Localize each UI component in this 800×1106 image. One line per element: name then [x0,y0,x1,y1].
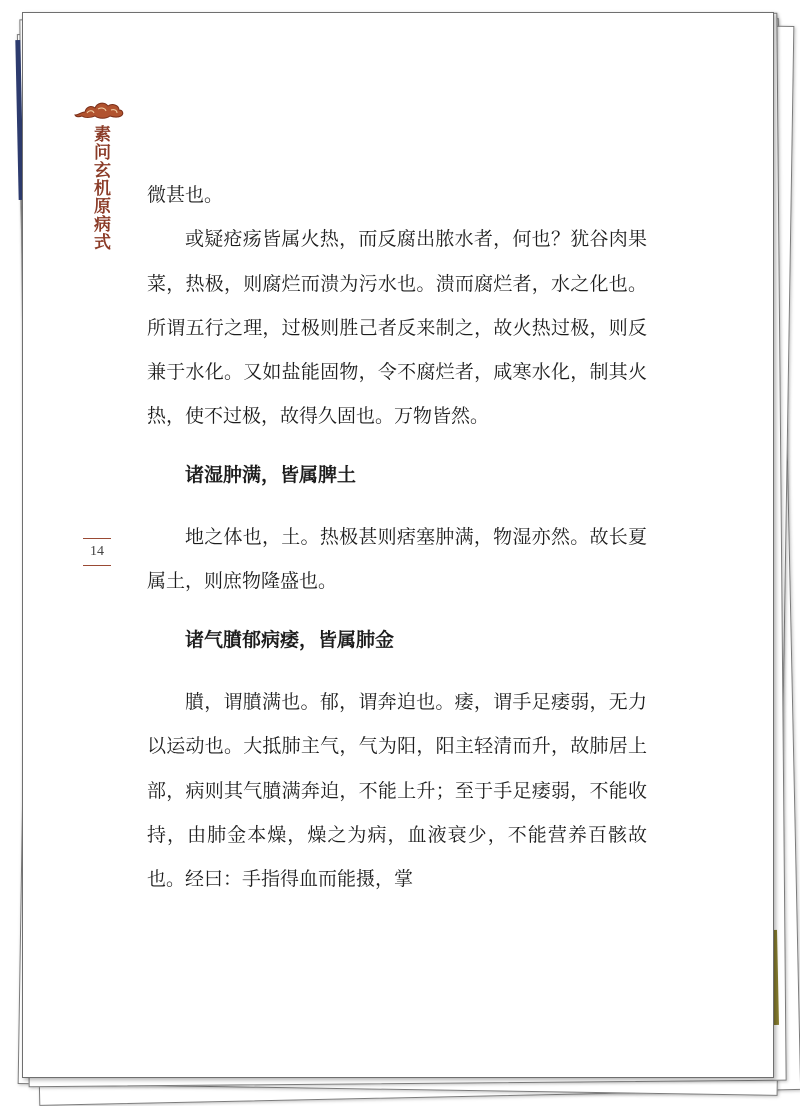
page-number-rule-bottom [83,565,111,566]
paragraph: 地之体也，土。热极甚则痞塞肿满，物湿亦然。故长夏属土，则庶物隆盛也。 [147,526,647,593]
auspicious-cloud-icon [73,97,125,121]
paragraph: 微甚也。 [147,184,224,206]
paragraph: 或疑疮疡皆属火热，而反腐出脓水者，何也？犹谷肉果菜，热极，则腐烂而溃为污水也。溃而腐烂者，水之化也。所谓五行之理，过极则胜己者反来制之，故火热过极，则反兼于水化。又如盐能固物，令不腐烂者，咸寒水化，制其火热，使不过极，故得久固也。万物皆然。 [147,228,647,428]
running-head: 素问玄机原病式 [90,125,110,251]
book-page [22,12,774,1078]
body-text [147,173,647,901]
section-heading: 诸湿肿满，皆属脾土 [185,463,357,486]
page-number-block [83,538,111,566]
page-number: 14 [90,544,104,559]
section-heading: 诸气膹郁病痿，皆属肺金 [185,628,395,651]
paragraph: 膹，谓膹满也。郁，谓奔迫也。痿，谓手足痿弱，无力以运动也。大抵肺主气，气为阳，阳主轻清而升，故肺居上部，病则其气膹满奔迫，不能上升；至于手足痿弱，不能收持，由肺金本燥，燥之为病，血液衰少，不能营养百骸故也。经曰：手指得血而能摄，掌 [147,690,647,891]
